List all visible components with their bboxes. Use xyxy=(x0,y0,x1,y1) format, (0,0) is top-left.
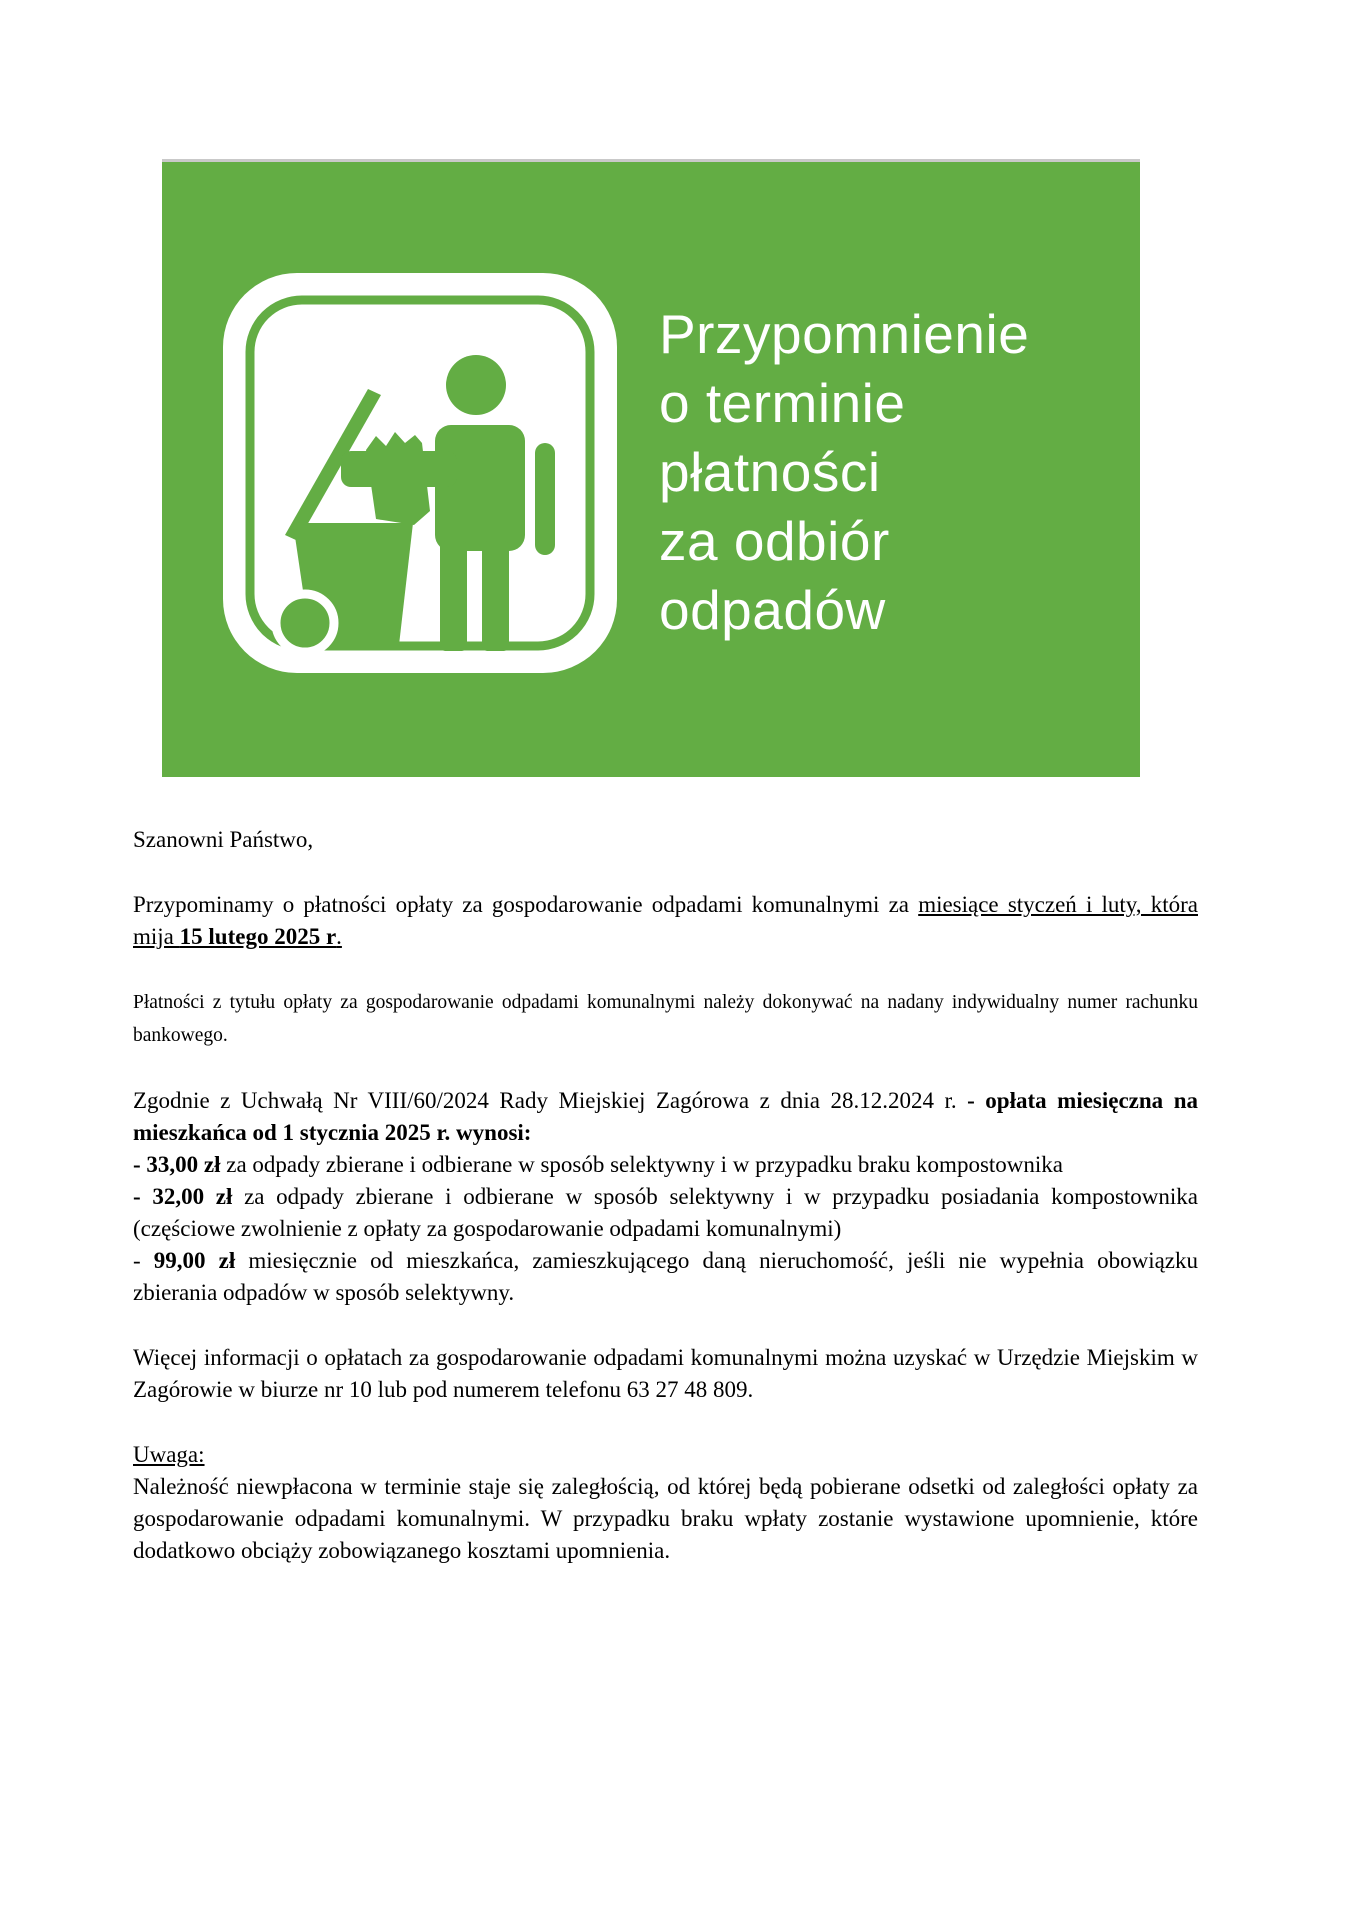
fee-non-selective-segment: 99,00 zł xyxy=(153,1248,236,1273)
note-body xyxy=(133,1471,1198,1567)
note-body-segment: Należność niewpłacona w terminie staje się zaległością, od której będą pobierane odsetki od zaległości opłaty za gospodarowanie odpadami komunalnymi. W przypadku braku wpłaty zostanie wystawione upomnienie, które dodatkowo obciąży zobowiązanego kosztami upomnienia. xyxy=(133,1474,1198,1563)
fee-selective-no-composter-segment: - 33,00 zł xyxy=(133,1152,221,1177)
note-heading xyxy=(133,1439,1198,1471)
letter-body xyxy=(133,824,1198,1567)
person-head xyxy=(446,355,506,415)
fee-selective-with-composter-segment: - 32,00 zł xyxy=(133,1184,233,1209)
resolution-intro-segment: Zgodnie z Uchwałą Nr VIII/60/2024 Rady Miejskiej Zagórowa z dnia 28.12.2024 r. xyxy=(133,1088,968,1113)
payment-reminder-segment: Przypominamy o płatności opłaty za gospodarowanie odpadami komunalnymi za xyxy=(133,892,919,917)
banner-title-line: Przypomnienie xyxy=(659,303,1030,365)
banner-title-line: o terminie xyxy=(659,372,906,434)
fee-selective-with-composter xyxy=(133,1181,1198,1245)
fee-non-selective-segment: - xyxy=(133,1248,154,1273)
resolution-intro xyxy=(133,1085,1198,1149)
person-right-arm xyxy=(535,443,555,555)
fee-non-selective-segment: miesięcznie od mieszkańca, zamieszkującego daną nieruchomość, jeśli nie wypełnia obowiązku zbierania odpadów w sposób selektywny. xyxy=(133,1248,1198,1305)
payment-method-note-segment: Płatności z tytułu opłaty za gospodarowanie odpadami komunalnymi należy dokonywać na nadany indywidualny numer rachunku bankowego. xyxy=(133,992,1198,1046)
salutation xyxy=(133,824,1198,856)
note-heading-segment: Uwaga: xyxy=(133,1442,205,1467)
banner-title-line: odpadów xyxy=(659,579,886,641)
payment-reminder-segment: . xyxy=(336,924,342,949)
payment-reminder-segment: 15 lutego 2025 r xyxy=(179,924,337,949)
fee-selective-no-composter-segment: za odpady zbierane i odbierane w sposób selektywny i w przypadku braku kompostownika xyxy=(220,1152,1063,1177)
person-right-leg xyxy=(482,541,509,651)
banner-title-line: za odbiór xyxy=(659,510,890,572)
person-left-leg xyxy=(440,541,467,651)
more-info-segment: Więcej informacji o opłatach za gospodarowanie odpadami komunalnymi można uzyskać w Urzędzie Miejskim w Zagórowie w biurze nr 10 lub pod numerem telefonu 63 27 48 809. xyxy=(133,1345,1198,1402)
salutation-segment: Szanowni Państwo, xyxy=(133,827,314,852)
fee-selective-with-composter-segment: za odpady zbierane i odbierane w sposób selektywny i w przypadku posiadania kompostownika (częściowe zwolnienie z opłaty za gospodarowanie odpadami komunalnymi) xyxy=(133,1184,1199,1241)
payment-reminder xyxy=(133,889,1198,953)
banner-title-line: płatności xyxy=(659,441,881,503)
banner-image xyxy=(162,159,1140,777)
resolution-intro-segment: - opłata miesięczna na mieszkańca od 1 stycznia 2025 r. wynosi: xyxy=(133,1088,1198,1145)
bin-wheel xyxy=(276,594,334,652)
payment-reminder-segment: miesiące styczeń i luty, która mija xyxy=(133,892,1198,949)
banner-title xyxy=(659,300,1029,645)
person-torso xyxy=(435,425,525,551)
payment-method-note xyxy=(133,986,1198,1052)
fee-selective-no-composter xyxy=(133,1149,1198,1181)
person-arm xyxy=(341,451,457,487)
fee-non-selective xyxy=(133,1245,1198,1309)
more-info xyxy=(133,1342,1198,1406)
waste-disposal-icon xyxy=(223,272,617,674)
